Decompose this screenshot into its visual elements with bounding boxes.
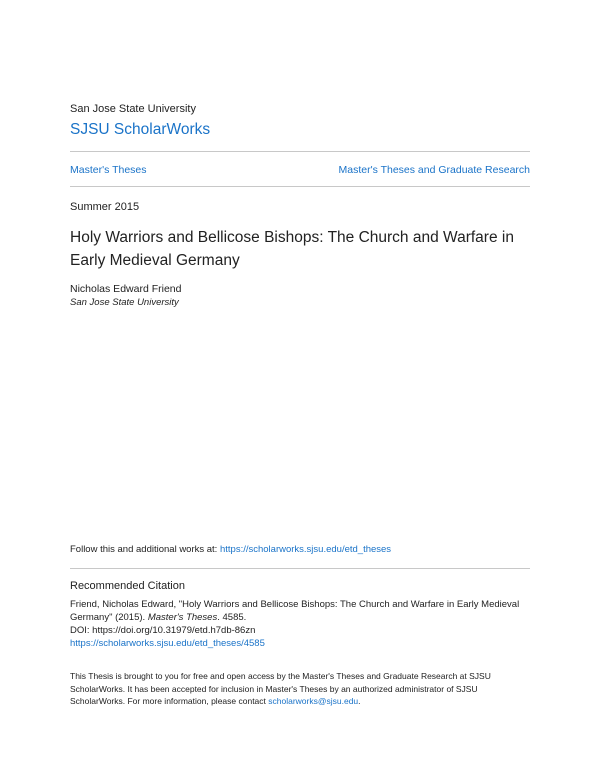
citation-url-link[interactable]: https://scholarworks.sjsu.edu/etd_theses/4585 [70, 638, 265, 649]
citation-line-2 [70, 611, 530, 624]
follow-notice [70, 544, 391, 555]
citation-line-2-post: . 4585. [217, 612, 247, 623]
access-notice-line-1: This Thesis is brought to you for free and open access by the Master's Theses and Graduate Research at SJSU [70, 671, 491, 681]
paper-title [70, 226, 530, 272]
repository-link[interactable]: SJSU ScholarWorks [70, 121, 211, 138]
access-notice [70, 670, 530, 708]
citation-doi: DOI: https://doi.org/10.31979/etd.h7db-86zn [70, 625, 256, 636]
access-notice-line-3-post: . [358, 696, 361, 706]
citation-series: Master's Theses [147, 612, 218, 623]
access-notice-line-3-pre: ScholarWorks. For more information, please contact [70, 696, 269, 706]
citation-line-1: Friend, Nicholas Edward, "Holy Warriors and Bellicose Bishops: The Church and Warfare in Early Medieval [70, 599, 520, 610]
citation-line-2-pre: Germany" (2015). [70, 612, 148, 623]
citation-block [70, 598, 530, 650]
access-notice-line-3 [70, 695, 530, 708]
paper-title-line-1: Holy Warriors and Bellicose Bishops: The Church and Warfare in [70, 229, 514, 246]
document-page [70, 0, 530, 776]
paper-title-line-2: Early Medieval Germany [70, 252, 240, 269]
institution-name: San Jose State University [70, 103, 196, 115]
contact-email-link[interactable]: scholarworks@sjsu.edu [268, 696, 359, 706]
access-notice-line-2: ScholarWorks. It has been accepted for inclusion in Master's Theses by an authorized administrator of SJSU [70, 683, 478, 694]
follow-link[interactable]: https://scholarworks.sjsu.edu/etd_theses [219, 544, 392, 555]
citation-heading: Recommended Citation [70, 580, 185, 592]
author-affiliation: San Jose State University [70, 297, 179, 308]
collection-link-graduate-research[interactable]: Master's Theses and Graduate Research [338, 164, 530, 176]
collection-link-masters-theses[interactable]: Master's Theses [70, 164, 147, 176]
divider-top [70, 151, 530, 152]
publication-date: Summer 2015 [70, 201, 140, 213]
divider-citation [70, 568, 530, 569]
follow-text: Follow this and additional works at: [70, 544, 220, 555]
divider-nav [70, 186, 530, 187]
author-name: Nicholas Edward Friend [70, 283, 182, 295]
